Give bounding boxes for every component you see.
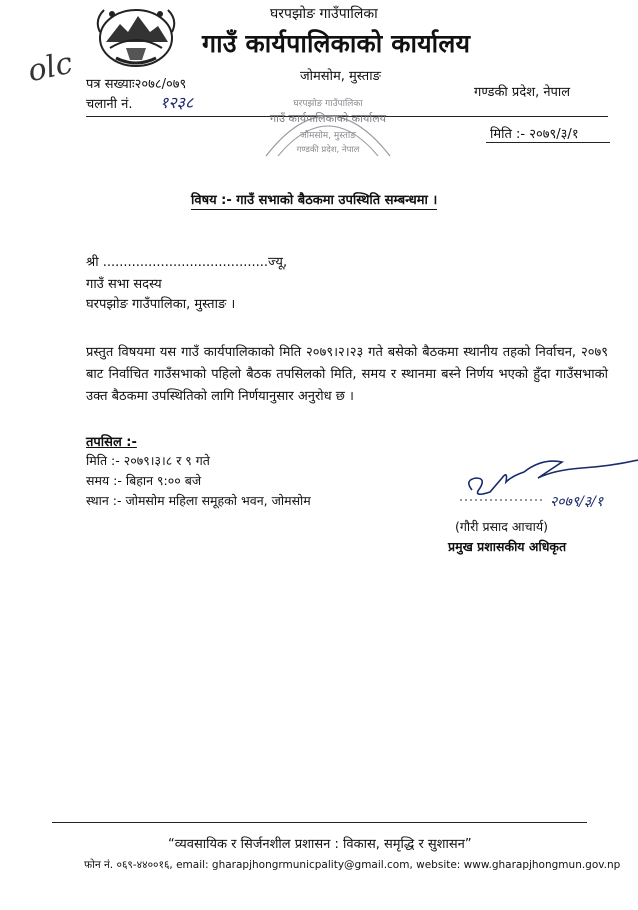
recipient-line-3: घरपझोङ गाउँपालिका, मुस्ताङ ।	[86, 297, 236, 312]
stamp-line-2: गाउँ कार्यपालिकाको कार्यालय	[269, 112, 387, 125]
municipality-name: घरपझोङ गाउँपालिका	[270, 6, 378, 22]
footer-divider	[52, 822, 587, 823]
body-paragraph: प्रस्तुत विषयमा यस गाउँ कार्यपालिकाको मिति २०७९।२।२३ गते बसेको बैठकमा स्थानीय तहको निर्वाचन, २०७९ बाट निर्वाचित गाउँसभाको पहिलो बैठक तपसिलको मिति, समय र स्थानमा बस्ने निर्णय भएको हुँदा गाउँसभाको उक्त बैठकमा उपस्थितिको लागि निर्णयानुसार अनुरोध छ ।	[86, 345, 608, 404]
office-title: गाउँ कार्यपालिकाको कार्यालय	[202, 29, 471, 58]
tapsil-time: समय :- बिहान ९:०० बजे	[86, 473, 202, 488]
recipient-line-2: गाउँ सभा सदस्य	[86, 277, 162, 292]
stamp-line-1: घरपझोङ गाउँपालिका	[293, 99, 363, 109]
office-stamp	[262, 86, 394, 160]
signatory-name: (गौरी प्रसाद आचार्य)	[455, 519, 548, 534]
nepal-emblem-icon	[92, 2, 180, 68]
handwritten-mark: olc	[24, 45, 76, 90]
letter-date: मिति :- २०७९/३/१	[490, 127, 579, 142]
footer-slogan: “व्यवसायिक र सिर्जनशील प्रशासन : विकास, समृद्धि र सुशासन”	[168, 837, 472, 852]
chalani-label: चलानी नं.	[86, 97, 133, 112]
chalani-number: १२३८	[160, 93, 194, 112]
tapsil-place: स्थान :- जोमसोम महिला समूहको भवन, जोमसोम	[86, 493, 311, 508]
stamp-line-4: गण्डकी प्रदेश, नेपाल	[296, 145, 360, 155]
province-name: गण्डकी प्रदेश, नेपाल	[474, 85, 571, 100]
tapsil-date: मिति :- २०७९।३।८ र ९ गते	[86, 453, 210, 468]
subject-line: विषय :- गाउँ सभाको बैठकमा उपस्थिति सम्बन्धमा ।	[191, 190, 437, 210]
patra-sankhya: पत्र सख्याः२०७८/०७९	[86, 77, 187, 92]
recipient-line-1: श्री ........................................ज्यू,	[86, 255, 288, 270]
office-location: जोमसोम, मुस्ताङ	[300, 69, 381, 84]
signatory-title: प्रमुख प्रशासकीय अधिकृत	[448, 539, 567, 554]
date-underline	[486, 142, 610, 143]
tapsil-heading: तपसिल :-	[86, 435, 137, 450]
handwritten-signature	[442, 448, 638, 518]
footer-contact: फोन नं. ०६९-४४००१६, email: gharapjhongrmunicpality@gmail.com, website: www.gharapjhongmun.gov.np	[84, 859, 621, 871]
signature-date: २०७९/३/१	[550, 494, 604, 510]
stamp-line-3: जोमसोम, मुस्ताङ	[300, 131, 356, 141]
